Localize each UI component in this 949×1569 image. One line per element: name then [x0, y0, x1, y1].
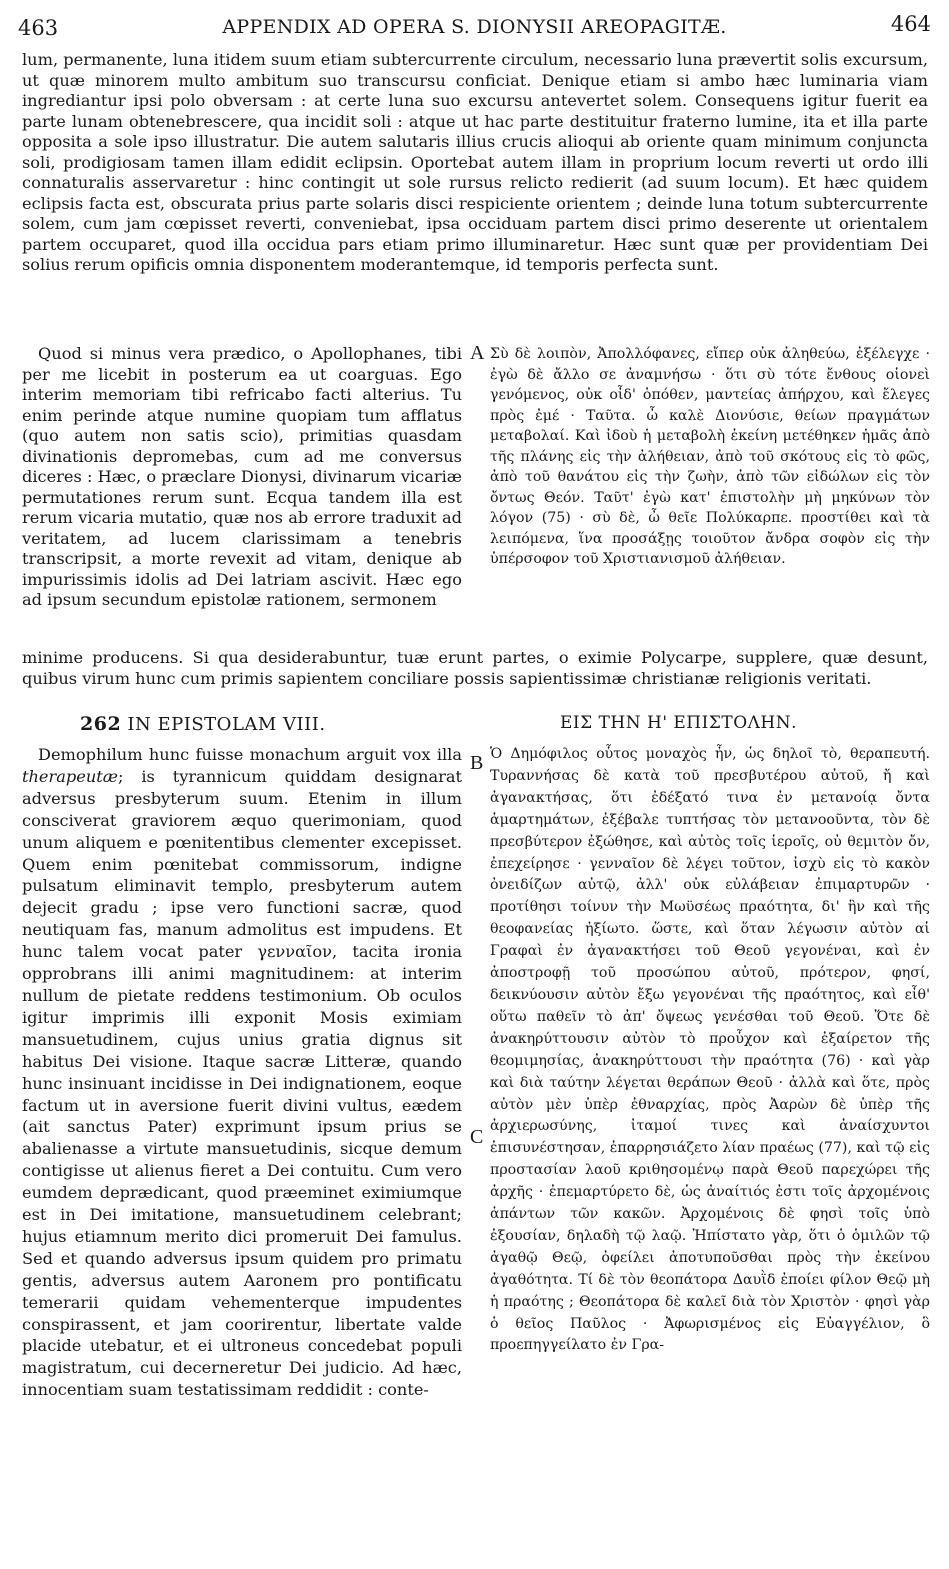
section2-latin-part2: ; is tyrannicum quiddam designarat adversus presbyterum suum. Etenim in illum consciverat graviorem æquo querimoniam, quod unum aliquem e pœnitentibus clementer excepisset. Quem enim pœnitebat commissorum, indigne pulsatum eliminavit templo, presbyterum autem dejecit gradu ; ipse vero functioni sacræ, quod neutiquam fas, manum admolitus est impudens. Et hunc talem vocat pater γενναῖον, tacita ironia opprobrans illi animi magnitudinem: at interim nullum de pietate reddens testimonium. Ob oculos igitur imprimis illi exponit Mosis eximiam mansuetudinem, cujus unius gratia dignus sit habitus Dei visione. Itaque sacræ Litteræ, quando hunc insinuant incidisse in Dei indignationem, eoque factum ut in aversione fuerit divini vultus, eædem (ait sanctus Pater) exprimunt ipsum prius se abalienasse a virtute mansuetudinis, sicque demum contigisse ut alienus fieret a Dei contuitu. Cum vero eumdem deprædicant, quod præeminet eximiumque est in Dei imitatione, mansuetudinem celebrant; hujus etiamnum merito dici promeruit Dei famulus. Sed et quando adversus ipsum quidem pro primatu gentis, adversus autem Aaronem pro pontificatu temerarii quidam vehementerque impudentes conspirassent, et jam coorirentur, libertate valde placide utebatur, et ei ultroneus concedebat populi magistratum, cui decerneretur Dei judicio. Ad hæc, innocentiam suam testatissimam reddidit : conte- [22, 766, 462, 1400]
section1-latin-text: Quod si minus vera prædico, o Apollophanes, tibi per me licebit in posterum ea ut coarguas. Ego interim memoriam tibi refricabo facti alterius. Tu enim perinde atque numine quopiam tum afflatus (quo autem non satis scio), primitias quasdam divinationis depromebas, cum ad me conversus diceres : Hæc, o præclare Dionysi, divinarum vicariæ permutationes rerum sunt. Ecqua tandem illa est rerum vicaria mutatio, quæ nos ab errore traduxit ad veritatem, ad lucem clarissimam a tenebris transcripsit, a morte revexit ad vitam, denique ab impurissimis idolis ad Dei latriam ascivit. Hæc ego ad ipsum secundum epistolæ rationem, sermonem [22, 344, 462, 609]
top-paragraph [22, 50, 928, 276]
margin-marker-c: C [470, 1126, 484, 1148]
section1-closing [22, 648, 928, 689]
section1-latin-column [22, 344, 462, 611]
top-paragraph-text: lum, permanente, luna itidem suum etiam subtercurrente circulum, necessario luna prævertit solis excursum, ut quæ minorem multo ambitum suo transcursu conficiat. Denique etiam si ambo hæc luminaria viam ingrediantur ipsi polo obversam : at certe luna suo excursu antevertet solem. Consequens igitur fuerit ea parte lunam obtenebrescere, qua incidit soli : atque ut hac parte destituitur fraterno lumine, ita et illa parte opposita a sole ipso illustratur. Die autem salutaris illius crucis alioqui ab oriente quam minimum conjuncta soli, prodigiosam tamen illam edidit eclipsin. Oportebat autem illam in proprium locum reverti ut ordo illi connaturalis asservaretur : hinc contingit ut sole rursus relicto redierit (ad suum locum). Et hæc quidem eclipsis facta est, obscurata prius parte solaris disci respiciente orientem ; deinde luna totum subtercurrente solem, cum jam cœpisset reverti, conveniebat, ipsa occiduam partem disci primo deserente ut orientalem partem occuparet, quod illa occidua pars etiam primo illuminaretur. Hæc sunt quæ per providentiam Dei solius rerum opificis omnia disponentem moderantemque, id temporis perfecta sunt. [22, 50, 928, 274]
section2-heading-latin [80, 713, 326, 735]
margin-marker-a: A [470, 342, 485, 364]
section2-latin-italic: therapeutæ [22, 766, 118, 786]
section2-latin-text [22, 744, 462, 1401]
margin-marker-b: B [470, 752, 484, 774]
section2-latin-column [22, 744, 462, 1401]
section2-number: 262 [80, 713, 122, 735]
section2-greek-text: Ὁ Δημόφιλος οὗτος μοναχὸς ἦν, ὡς δηλοῖ τὸ, θεραπευτή. Τυραννήσας δὲ κατὰ τοῦ πρεσβυτέρου αὐτοῦ, ἤ καὶ ἀγανακτήσας, ὅτι ἐδέξατό τινα ἐν μετανοίᾳ ὄντα ἁμαρτημάτων, ἐξέβαλε τυπτήσας τὸν μετανοοῦντα, τὸν δὲ πρεσβύτερον ἐξώθησε, καὶ αὐτὸς τοῖς ἱεροῖς, οὐ θεμιτὸν ὄν, ἐπεχείρησε · γενναῖον δὲ λέγει τοῦτον, ἰσχὺ εἰς τὸ κακὸν ὀνειδίζων αὐτῷ, ἀλλ' οὐκ εὐλάβειαν ἐπιμαρτυρῶν · προτίθησι τοίνυν τὴν Μωϋσέως πραότητα, δι' ἣν καὶ τῆς θεοφανείας ἠξίωτο. ὥστε, καὶ ὅταν λέγωσιν αὐτὸν αἱ Γραφαὶ ἐν ἀγανακτήσει τοῦ Θεοῦ γεγονέναι, καὶ ἐν ἀποστροφῇ τοῦ προσώπου αὐτοῦ, πρότερον, φησί, δεικνύουσιν αὐτὸν ἔξω γεγονέναι τῆς πραότητος, καὶ εἶθ' οὕτω παθεῖν τὸ ἀπ' ὄψεως γενέσθαι τοῦ Θεοῦ. Ὅτε δὲ ἀνακηρύττουσιν αὐτὸν τὸ προὖχον καὶ ἐξαίρετον τῆς θεομιμησίας, ἀνακηρύττουσι τὴν πραότητα (76) · καὶ γὰρ καὶ διὰ ταύτην λέγεται θεράπων Θεοῦ · ἀλλὰ καὶ ὅτε, πρὸς αὐτὸν μὲν ὑπὲρ ἐθναρχίας, πρὸς Ἀαρὼν δὲ ὑπὲρ τῆς ἀρχιερωσύνης, ἰταμοί τινες καὶ ἀναίσχυντοι ἐπισυνέστησαν, ἐπαρρησιάζετο λίαν πραέως (77), καὶ τῷ εἰς προστασίαν λαοῦ κριθησομένῳ παρὰ Θεοῦ παρεχώρει τῆς ἀρχῆς · ἐπεμαρτύρετο δὲ, ὡς ἀναίτιός ἐστι τοῖς ἀρχομένοις ἁπάντων τῶν κακῶν. Ἀρχομένοις δὲ φησὶ τοῖς ὑπὸ ἐξουσίαν, δηλαδὴ τῷ λαῷ. Ἠπίστατο γὰρ, ὅτι ὁ ὁμιλῶν τῷ ἀγαθῷ Θεῷ, ὀφείλει ἀποτυποῦσθαι πρὸς τὴν ἐκείνου ἀγαθότητα. Τί δὲ τὸν θεοπάτορα Δαυῒδ ἐποίει φίλον Θεῷ μὴ ἡ πραότης ; Θεοπάτορα δὲ καλεῖ διὰ τὸν Χριστὸν · φησὶ γὰρ ὁ θεῖος Παῦλος · Ἀφωρισμένος εἰς Εὐαγγέλιον, ὃ προεπηγγείλατο ἐν Γρα- [490, 746, 930, 1354]
section2-heading-greek: ΕΙΣ ΤΗΝ Η' ΕΠΙΣΤΟΛΗΝ. [560, 713, 798, 733]
page-number-left: 463 [18, 16, 59, 40]
section1-greek-column [490, 344, 930, 570]
page-header [18, 12, 931, 42]
section2-latin-part1: Demophilum hunc fuisse monachum arguit vox illa [38, 745, 462, 764]
page-number-right: 464 [890, 12, 931, 36]
section1-closing-text: minime producens. Si qua desiderabuntur, tuæ erunt partes, o eximie Polycarpe, supplere, quæ desunt, quibus virum hunc cum primis sapientem conciliare possis sapientissimæ christianæ religionis veritati. [22, 648, 928, 688]
section2-greek-column [490, 744, 930, 1357]
section1-greek-text: Σὺ δὲ λοιπὸν, Ἀπολλόφανες, εἴπερ οὐκ ἀληθεύω, ἐξέλεγχε · ἐγὼ δὲ ἄλλο σε ἀναμνήσω · ὅτι σὺ τότε ἔνθους οἱονεὶ γενόμενος, οὐκ οἶδ' ὁπόθεν, μαντείας ἀπήρχου, καὶ ἔλεγες πρὸς ἐμέ · Ταῦτα. ὦ καλὲ Διονύσιε, θείων πραγμάτων μεταβολαί. Καὶ ἰδοὺ ἡ μεταβολὴ ἐκείνη μετέθηκεν ἡμᾶς ἀπὸ τῆς πλάνης εἰς τὴν ἀλήθειαν, ἀπὸ τοῦ σκότους εἰς τὸ φῶς, ἀπὸ τοῦ θανάτου εἰς τὴν ζωὴν, ἀπὸ τῶν εἰδώλων εἰς τὸν ὄντως Θεόν. Ταῦτ' ἐγὼ κατ' ἐπιστολὴν μὴ μηκύνων τὸν λόγον (75) · σὺ δὲ, ὦ θεῖε Πολύκαρπε. προστίθει καὶ τὰ λειπόμενα, ἵνα προσάξῃς τοιοῦτον ἄνδρα σοφὸν εἰς τὴν ὑπέρσοφον τοῦ Χριστιανισμοῦ ἀλήθειαν. [490, 346, 930, 567]
running-title: APPENDIX AD OPERA S. DIONYSII AREOPAGITÆ. [222, 16, 727, 38]
section2-heading-latin-text: IN EPISTOLAM VIII. [127, 714, 326, 735]
